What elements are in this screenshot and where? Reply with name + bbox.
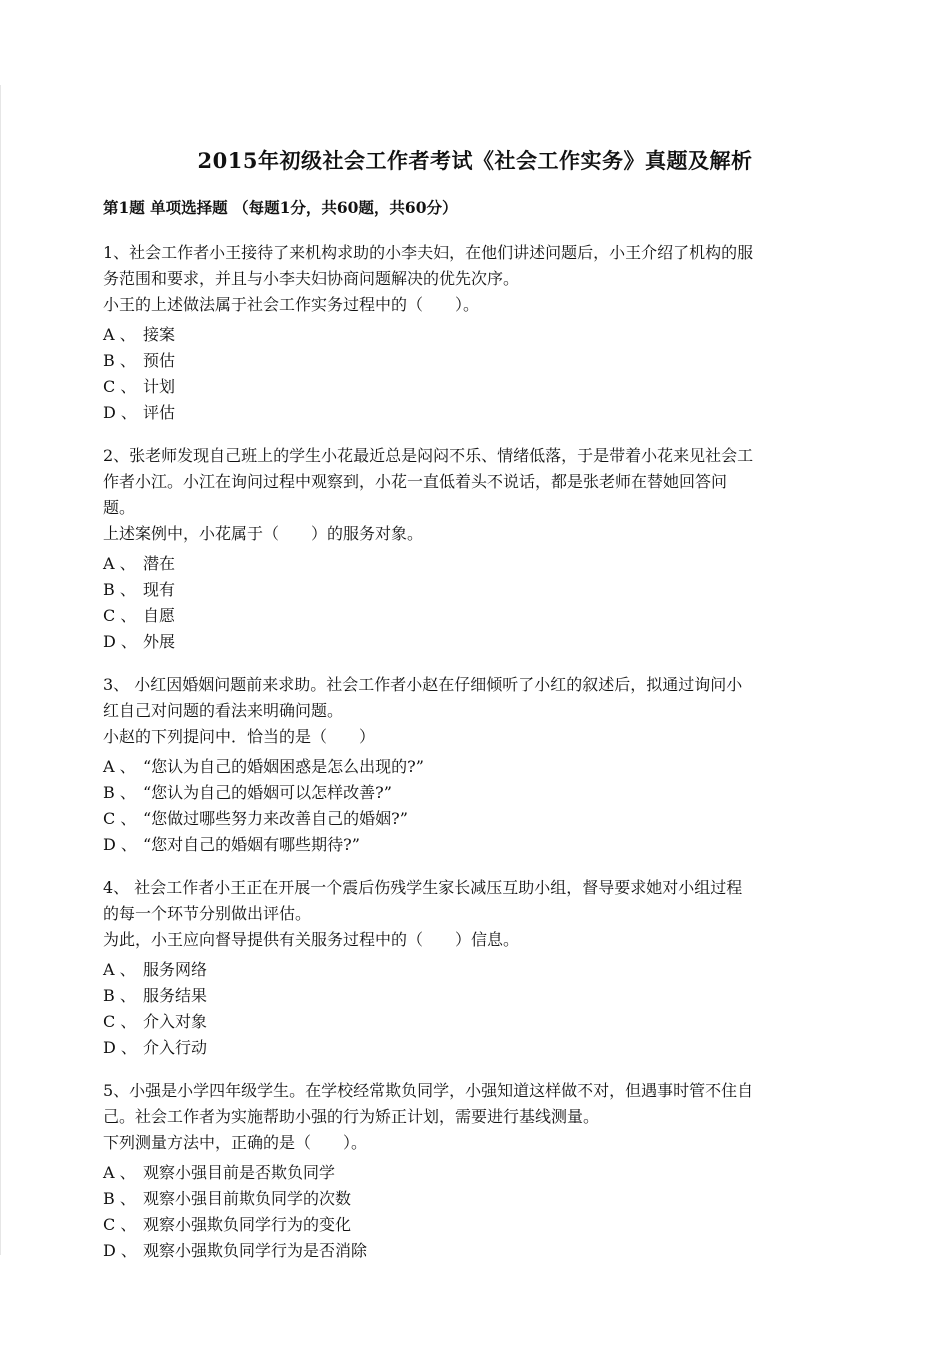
option-a — [103, 551, 853, 577]
option-text: “您认为自己的婚姻困惑是怎么出现的?” — [143, 757, 424, 776]
option-text: 介入行动 — [143, 1038, 208, 1057]
question-text-line: 己。社会工作者为实施帮助小强的行为矫正计划，需要进行基线测量。 — [103, 1107, 600, 1126]
option-text: 接案 — [143, 325, 176, 344]
option-b — [103, 1186, 853, 1212]
option-text: 自愿 — [143, 606, 176, 625]
option-text: 观察小强目前是否欺负同学 — [143, 1163, 336, 1182]
question-text-line: 小王的上述做法属于社会工作实务过程中的（ ）。 — [103, 295, 480, 314]
section-heading: 第1题 单项选择题 （每题1分，共60题，共60分） — [103, 198, 458, 217]
option-letter: A 、 — [103, 1163, 136, 1182]
option-text: 外展 — [143, 632, 176, 651]
option-text: “您对自己的婚姻有哪些期待?” — [143, 835, 360, 854]
option-c — [103, 603, 853, 629]
option-letter: B 、 — [103, 580, 136, 599]
option-letter: C 、 — [103, 1215, 137, 1234]
question-text-line: 红自己对问题的看法来明确问题。 — [103, 701, 344, 720]
question-5 — [103, 1078, 853, 1264]
option-letter: C 、 — [103, 1012, 137, 1031]
option-a — [103, 1160, 853, 1186]
option-c — [103, 1212, 853, 1238]
option-letter: D 、 — [103, 1241, 137, 1260]
question-text-line: 4、 社会工作者小王正在开展一个震后伤残学生家长减压互助小组，督导要求她对小组过程 — [103, 878, 743, 897]
option-d — [103, 832, 853, 858]
option-c — [103, 1009, 853, 1035]
option-b — [103, 348, 853, 374]
option-text: 介入对象 — [143, 1012, 208, 1031]
option-letter: B 、 — [103, 783, 136, 802]
option-letter: C 、 — [103, 377, 137, 396]
option-b — [103, 780, 853, 806]
option-a — [103, 957, 853, 983]
option-letter: D 、 — [103, 632, 137, 651]
option-list — [103, 957, 853, 1061]
option-d — [103, 1035, 853, 1061]
option-d — [103, 400, 853, 426]
option-text: 观察小强目前欺负同学的次数 — [143, 1189, 352, 1208]
option-letter: A 、 — [103, 554, 136, 573]
option-letter: D 、 — [103, 1038, 137, 1057]
option-letter: C 、 — [103, 809, 137, 828]
option-d — [103, 1238, 853, 1264]
option-a — [103, 322, 853, 348]
option-text: “您做过哪些努力来改善自己的婚姻?” — [143, 809, 408, 828]
question-text-line: 的每一个环节分别做出评估。 — [103, 904, 312, 923]
option-list — [103, 754, 853, 858]
option-text: 服务网络 — [143, 960, 208, 979]
option-text: 现有 — [143, 580, 176, 599]
option-text: 服务结果 — [143, 986, 208, 1005]
option-list — [103, 551, 853, 655]
page-edge-divider — [0, 85, 1, 1255]
option-letter: D 、 — [103, 835, 137, 854]
question-text-line: 务范围和要求，并且与小李夫妇协商问题解决的优先次序。 — [103, 269, 520, 288]
question-1 — [103, 240, 853, 426]
question-text-line: 作者小江。小江在询问过程中观察到，小花一直低着头不说话，都是张老师在替她回答问 — [103, 472, 728, 491]
option-text: 评估 — [143, 403, 176, 422]
option-c — [103, 806, 853, 832]
option-letter: A 、 — [103, 757, 136, 776]
question-3 — [103, 672, 853, 858]
option-letter: B 、 — [103, 986, 136, 1005]
option-letter: B 、 — [103, 351, 136, 370]
question-text-line: 题。 — [103, 498, 136, 517]
option-text: 观察小强欺负同学行为是否消除 — [143, 1241, 368, 1260]
question-text-line: 3、 小红因婚姻问题前来求助。社会工作者小赵在仔细倾听了小红的叙述后，拟通过询问小 — [103, 675, 743, 694]
option-c — [103, 374, 853, 400]
question-text-line: 5、小强是小学四年级学生。在学校经常欺负同学，小强知道这样做不对，但遇事时管不住自 — [103, 1081, 754, 1100]
option-b — [103, 577, 853, 603]
option-text: 潜在 — [143, 554, 176, 573]
document-title: 2015年初级社会工作者考试《社会工作实务》真题及解析 — [197, 148, 753, 173]
question-2 — [103, 443, 853, 655]
question-text-line: 2、张老师发现自己班上的学生小花最近总是闷闷不乐、情绪低落，于是带着小花来见社会工 — [103, 446, 754, 465]
question-text-line: 1、社会工作者小王接待了来机构求助的小李夫妇，在他们讲述问题后，小王介绍了机构的服 — [103, 243, 754, 262]
question-text-line: 为此，小王应向督导提供有关服务过程中的（ ）信息。 — [103, 930, 520, 949]
option-text: “您认为自己的婚姻可以怎样改善?” — [143, 783, 392, 802]
option-d — [103, 629, 853, 655]
option-b — [103, 983, 853, 1009]
option-list — [103, 1160, 853, 1264]
option-text: 观察小强欺负同学行为的变化 — [143, 1215, 352, 1234]
option-letter: A 、 — [103, 960, 136, 979]
option-list — [103, 322, 853, 426]
option-a — [103, 754, 853, 780]
question-text-line: 下列测量方法中，正确的是（ ）。 — [103, 1133, 368, 1152]
option-text: 计划 — [143, 377, 176, 396]
question-text-line: 小赵的下列提问中．恰当的是（ ） — [103, 727, 376, 746]
question-text-line: 上述案例中，小花属于（ ）的服务对象。 — [103, 524, 424, 543]
option-letter: C 、 — [103, 606, 137, 625]
option-letter: B 、 — [103, 1189, 136, 1208]
option-letter: A 、 — [103, 325, 136, 344]
option-letter: D 、 — [103, 403, 137, 422]
question-4 — [103, 875, 853, 1061]
option-text: 预估 — [143, 351, 176, 370]
